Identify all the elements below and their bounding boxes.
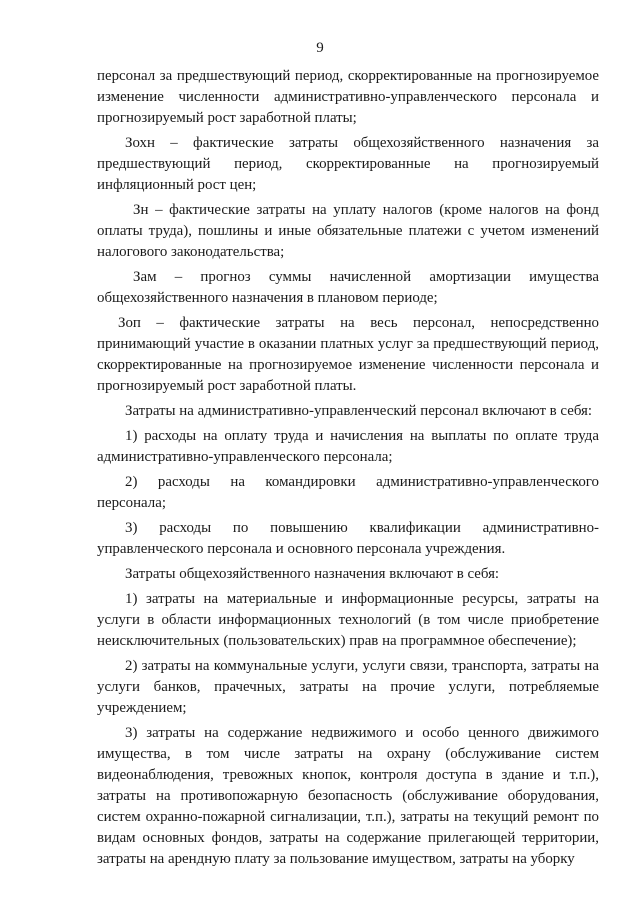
- paragraph-zn-definition: Зн – фактические затраты на уплату налогов (кроме налогов на фонд оплаты труда), пошлины и иные обязательные платежи с учетом изменений налогового законодательства;: [97, 202, 599, 260]
- list-item-general-3: 3) затраты на содержание недвижимого и особо ценного движимого имущества, в том числе затраты на охрану (обслуживание систем видеонаблюдения, тревожных кнопок, контроля доступа в здание и т.п.), затраты на противопожарную безопасность (обслуживание оборудования, систем охранно-пожарной сигнализации, т.п.), затраты на текущий ремонт по видам основных фондов, затраты на содержание прилегающей территории, затраты на арендную плату за пользование имуществом, затраты на уборку: [97, 725, 599, 867]
- page-number: 9: [316, 40, 324, 56]
- list-item-admin-1: 1) расходы на оплату труда и начисления на выплаты по оплате труда административно-управленческого персонала;: [97, 428, 599, 465]
- list-item-admin-2: 2) расходы на командировки административно-управленческого персонала;: [97, 474, 599, 511]
- list-item-general-2: 2) затраты на коммунальные услуги, услуги связи, транспорта, затраты на услуги банков, прачечных, затраты на прочие услуги, потребляемые учреждением;: [97, 658, 599, 716]
- list-item-admin-3: 3) расходы по повышению квалификации административно-управленческого персонала и основного персонала учреждения.: [97, 520, 599, 557]
- paragraph-admin-costs-intro: Затраты на административно-управленческий персонал включают в себя:: [125, 403, 593, 419]
- body-text: [97, 66, 599, 874]
- paragraph-zohn-definition: Зохн – фактические затраты общехозяйственного назначения за предшествующий период, скорректированные на прогнозируемый инфляционный рост цен;: [97, 135, 599, 193]
- list-item-general-1: 1) затраты на материальные и информационные ресурсы, затраты на услуги в области информационных технологий (в том числе приобретение неисключительных (пользовательских) прав на программное обеспечение);: [97, 591, 599, 649]
- paragraph-zop-definition: Зоп – фактические затраты на весь персонал, непосредственно принимающий участие в оказании платных услуг за предшествующий период, скорректированные на прогнозируемое изменение численности персонала и прогнозируемый рост заработной платы.: [97, 315, 599, 394]
- paragraph-zam-definition: Зам – прогноз суммы начисленной амортизации имущества общехозяйственного назначения в плановом периоде;: [97, 269, 599, 306]
- paragraph-continuation: персонал за предшествующий период, скорректированные на прогнозируемое изменение численности административно-управленческого персонала и прогнозируемый рост заработной платы;: [97, 68, 599, 126]
- paragraph-general-costs-intro: Затраты общехозяйственного назначения включают в себя:: [125, 566, 500, 582]
